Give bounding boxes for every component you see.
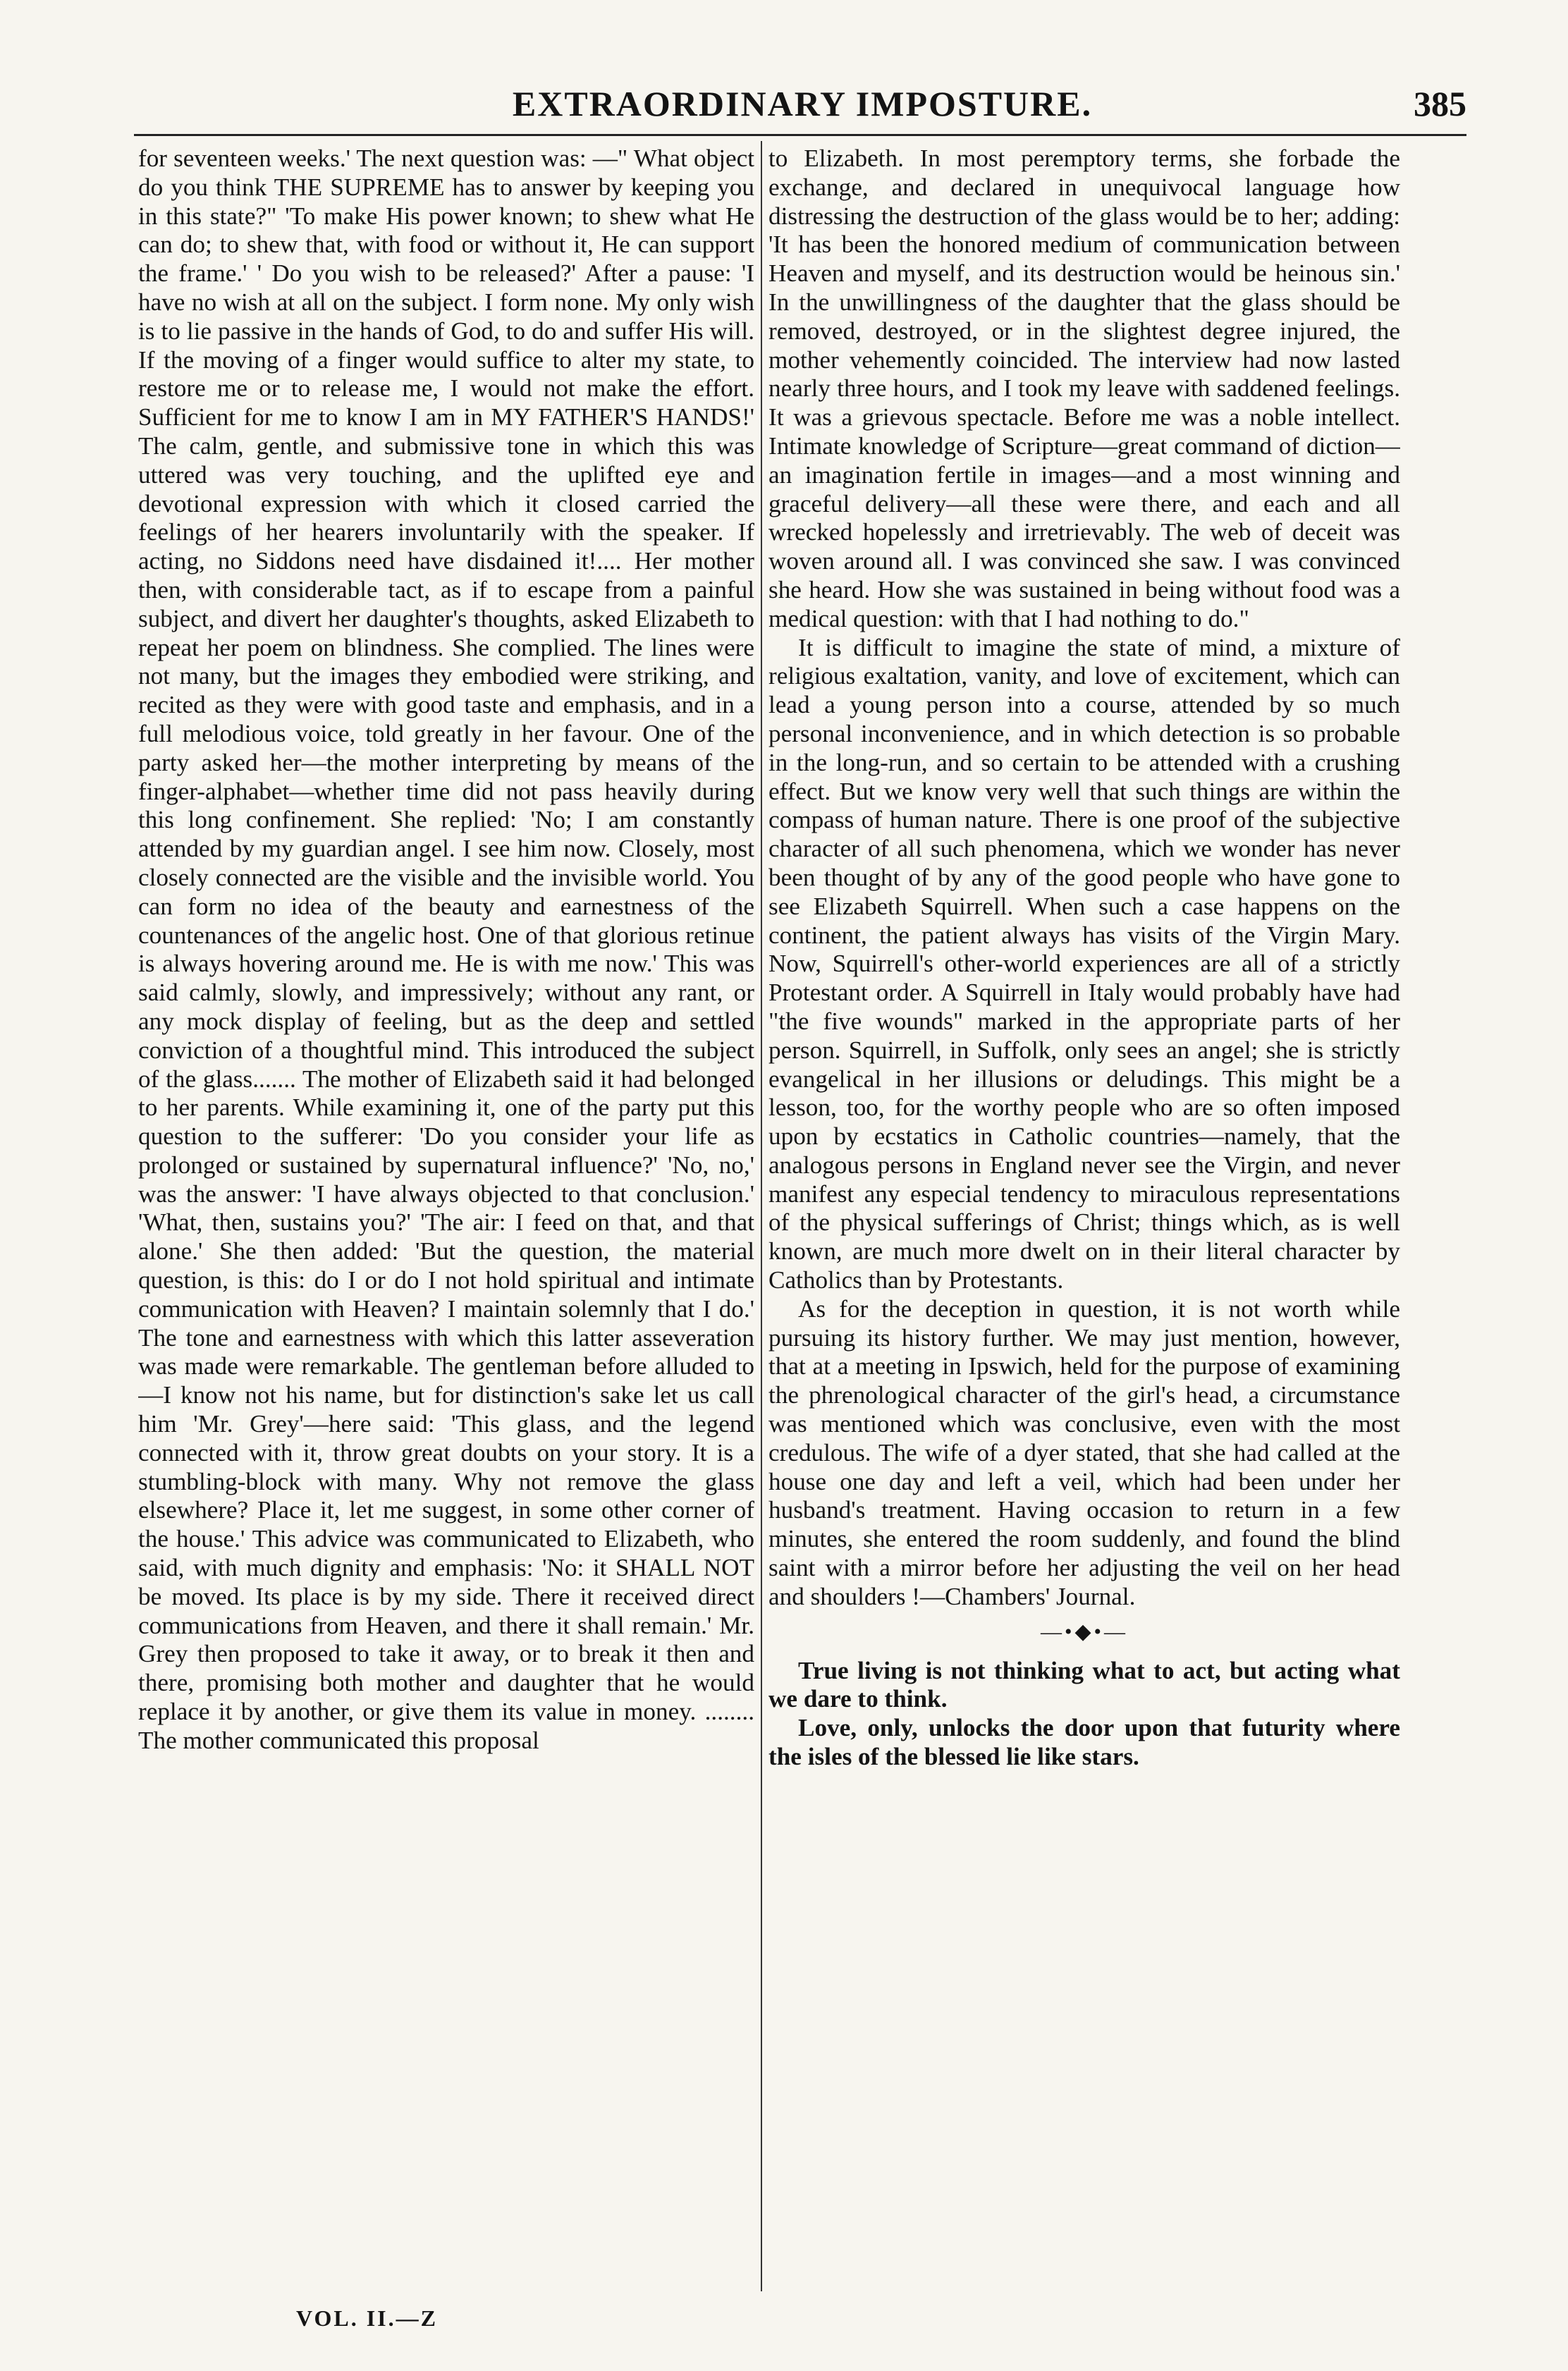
left-column — [138, 145, 754, 2288]
section-ornament: —•◆•— — [1040, 1619, 1129, 1643]
right-paragraph-2: It is difficult to imagine the state of mind, a mixture of religious exaltation, vanity, and love of excitement, which can lead a young person into a course, attended by so much personal inconvenience, and in which detection is so probable in the long-run, and so certain to be attended with a crushing effect. But we know very well that such things are within the compass of human nature. There is one proof of the subjective character of all such phenomena, which we wonder has never been thought of by any of the good people who have gone to see Elizabeth Squirrell. When such a case happens on the continent, the patient always has visits of the Virgin Mary. Now, Squirrell's other-world experiences are all of a strictly Protestant order. A Squirrell in Italy would probably have had "the five wounds" marked in the appropriate parts of her person. Squirrell, in Suffolk, only sees an angel; she is strictly evangelical in her illusions or deludings. This might be a lesson, too, for the worthy people who are so often imposed upon by ecstatics in Catholic countries—namely, that the analogous persons in England never see the Virgin, and never manifest any especial tendency to miraculous representations of the physical sufferings of Christ; things which, as is well known, are much more dwelt on in their literal character by Catholics than by Protestants. — [768, 633, 1400, 1294]
left-paragraph-1: for seventeen weeks.' The next question was: —" What object do you think THE SUPREME has to answer by keeping you in this state?" 'To make His power known; to shew what He can do; to shew that, with food or without it, He can support the frame.' ' Do you wish to be released?' After a pause: 'I have no wish at all on the subject. I form none. My only wish is to lie passive in the hands of God, to do and suffer His will. If the moving of a finger would suffice to alter my state, to restore me or to release me, I would not make the effort. Sufficient for me to know I am in MY FATHER'S HANDS!' The calm, gentle, and submissive tone in which this was uttered was very touching, and the uplifted eye and devotional expression with which it closed carried the feelings of her hearers involuntarily with the speaker. If acting, no Siddons need have disdained it!.... Her mother then, with considerable tact, as if to escape from a painful subject, and divert her daughter's thoughts, asked Elizabeth to repeat her poem on blindness. She complied. The lines were not many, but the images they embodied were striking, and recited as they were with good taste and emphasis, and in a full melodious voice, told greatly in her favour. One of the party asked her—the mother interpreting by means of the finger-alphabet—whether time did not pass heavily during this long confinement. She replied: 'No; I am constantly attended by my guardian angel. I see him now. Closely, most closely connected are the visible and the invisible world. You can form no idea of the beauty and earnestness of the countenances of the angelic host. One of that glorious retinue is always hovering around me. He is with me now.' This was said calmly, slowly, and impressively; without any rant, or any mock display of feeling, but as the deep and settled conviction of a thoughtful mind. This introduced the subject of the glass....... The mother of Elizabeth said it had belonged to her parents. While examining it, one of the party put this question to the sufferer: 'Do you consider your life as prolonged or sustained by supernatural influence?' 'No, no,' was the answer: 'I have always objected to that conclusion.' 'What, then, sustains you?' 'The air: I feed on that, and that alone.' She then added: 'But the question, the material question, is this: do I or do I not hold spiritual and intimate communication with Heaven? I maintain solemnly that I do.' The tone and earnestness with which this latter asseveration was made were remarkable. The gentleman before alluded to—I know not his name, but for distinction's sake let us call him 'Mr. Grey'—here said: 'This glass, and the legend connected with it, throw great doubts on your story. It is a stumbling-block with many. Why not remove the glass elsewhere? Place it, let me suggest, in some other corner of the house.' This advice was communicated to Elizabeth, who said, with much dignity and emphasis: 'No: it SHALL NOT be moved. Its place is by my side. There it received direct communications from Heaven, and there it shall remain.' Mr. Grey then proposed to take it away, or to break it then and there, promising both mother and daughter that he would replace it by another, or give them its value in money. ........ The mother communicated this proposal — [138, 145, 754, 1754]
right-paragraph-3: As for the deception in question, it is not worth while pursuing its history further. We may just mention, however, that at a meeting in Ipswich, held for the purpose of examining the phrenological character of the girl's head, a circumstance was mentioned which was conclusive, even with the most credulous. The wife of a dyer stated, that she had called at the house one day and left a veil, which had been under her husband's treatment. Having occasion to return in a few minutes, she entered the room suddenly, and found the blind saint with a mirror before her adjusting the veil on her head and shoulders !—Chambers' Journal. — [768, 1294, 1400, 1610]
right-paragraph-1: to Elizabeth. In most peremptory terms, she forbade the exchange, and declared in unequivocal language how distressing the destruction of the glass would be to her; adding: 'It has been the honored medium of communication between Heaven and myself, and its destruction would be heinous sin.' In the unwillingness of the daughter that the glass should be removed, destroyed, or in the slightest degree injured, the mother vehemently coincided. The interview had now lasted nearly three hours, and I took my leave with saddened feelings. It was a grievous spectacle. Before me was a noble intellect. Intimate knowledge of Scripture—great command of diction—an imagination fertile in images—and a most winning and graceful delivery—all these were there, and each and all wrecked hopelessly and irretrievably. The web of deceit was woven around all. I was convinced she saw. I was convinced she heard. How she was sustained in being without food was a medical question: with that I had nothing to do." — [768, 145, 1400, 632]
column-divider — [761, 141, 762, 2291]
right-column — [768, 145, 1400, 2288]
page-number: 385 — [1414, 84, 1466, 123]
aphorism-1: True living is not thinking what to act, but acting what we dare to think. — [768, 1656, 1400, 1713]
running-header — [138, 83, 1466, 140]
header-rule — [134, 134, 1466, 136]
signature-mark: VOL. II.—Z — [296, 2305, 438, 2331]
page-title: EXTRAORDINARY IMPOSTURE. — [512, 84, 1093, 123]
aphorism-2: Love, only, unlocks the door upon that futurity where the isles of the blessed lie like stars. — [768, 1714, 1400, 1771]
